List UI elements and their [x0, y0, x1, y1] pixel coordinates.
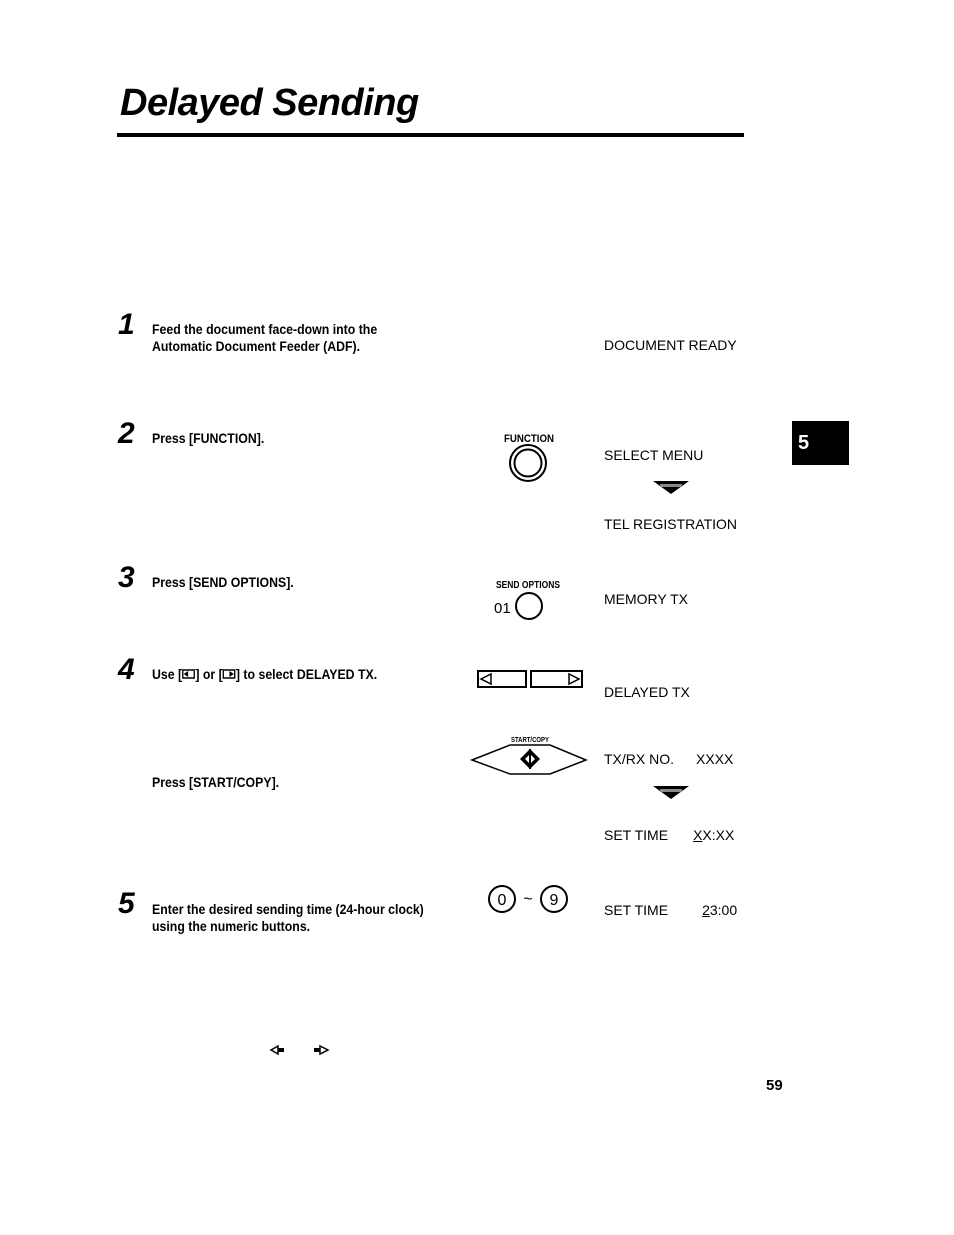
- function-button-icon: [498, 430, 560, 486]
- start-copy-button-icon: [470, 735, 588, 777]
- step-number-4: 4: [118, 653, 135, 686]
- lcd-set-time-entered: [604, 902, 737, 918]
- step-1-instruction: [152, 321, 377, 355]
- numeric-button-start: 0: [497, 892, 507, 909]
- start-copy-button[interactable]: [470, 735, 588, 777]
- step-4-instruction: [152, 666, 377, 683]
- left-arrow-button[interactable]: [477, 669, 527, 689]
- title-rule: [117, 133, 744, 137]
- step-4-text-after: ] to select DELAYED TX.: [235, 666, 378, 682]
- lcd-set-time-cursor-2: 2: [702, 902, 710, 918]
- lcd-set-time-label: SET TIME: [604, 827, 669, 843]
- page-number: 59: [766, 1077, 783, 1094]
- numeric-button-end: 9: [549, 892, 559, 909]
- lcd-txrx-label: TX/RX NO.: [604, 751, 675, 767]
- left-arrow-button-icon: [477, 669, 527, 689]
- lcd-memory-tx: MEMORY TX: [604, 591, 689, 607]
- function-button[interactable]: [498, 430, 560, 486]
- function-button-label: FUNCTION: [504, 433, 555, 445]
- step-1-line-1: Feed the document face-down into the: [152, 321, 378, 337]
- lcd-set-time-cursor: X: [693, 827, 703, 843]
- start-copy-button-label: START/COPY: [511, 737, 550, 744]
- right-arrow-button-icon: [530, 669, 583, 689]
- right-arrow-button[interactable]: [530, 669, 583, 689]
- numeric-buttons-icon: [486, 882, 572, 916]
- left-arrow-icon: [182, 669, 195, 679]
- step-number-1: 1: [118, 308, 135, 341]
- lcd-set-time-placeholder: [604, 827, 734, 843]
- lcd-txrx-number: [604, 751, 733, 767]
- step-2-instruction: [152, 430, 264, 447]
- step-2-line-1: Press [FUNCTION].: [152, 430, 265, 446]
- right-arrow-icon: [223, 669, 236, 679]
- step-number-2: 2: [118, 417, 135, 450]
- step-number-5: 5: [118, 887, 135, 920]
- step-4-text-middle: ] or [: [195, 666, 223, 682]
- send-options-button[interactable]: [492, 576, 564, 626]
- lcd-set-time-label-2: SET TIME: [604, 902, 669, 918]
- lcd-select-menu: SELECT MENU: [604, 447, 704, 463]
- start-copy-line-1: Press [START/COPY].: [152, 774, 280, 790]
- step-5-line-1: Enter the desired sending time (24-hour clock): [152, 901, 424, 917]
- scroll-arrow-icon: [652, 479, 690, 495]
- lcd-delayed-tx: DELAYED TX: [604, 684, 690, 700]
- step-3-instruction: [152, 574, 294, 591]
- step-3-line-1: Press [SEND OPTIONS].: [152, 574, 294, 590]
- send-options-button-icon: [492, 576, 564, 626]
- send-options-button-label: SEND OPTIONS: [496, 580, 561, 591]
- scroll-arrow-icon: [652, 784, 690, 800]
- lcd-tel-registration: TEL REGISTRATION: [604, 516, 738, 532]
- chapter-tab: [792, 421, 849, 465]
- step-number-3: 3: [118, 561, 135, 594]
- numeric-range-sep: ~: [523, 891, 533, 908]
- lcd-document-ready: DOCUMENT READY: [604, 337, 737, 353]
- step-1-line-2: Automatic Document Feeder (ADF).: [152, 338, 361, 354]
- numeric-buttons[interactable]: [486, 882, 572, 916]
- step-4-text-before: Use [: [152, 666, 183, 682]
- left-arrow-icon: [270, 1042, 286, 1052]
- step-5-line-2: using the numeric buttons.: [152, 918, 311, 934]
- page-title: Delayed Sending: [120, 82, 419, 124]
- right-arrow-icon: [313, 1042, 329, 1052]
- lcd-set-time-value-2: 3:00: [709, 902, 738, 918]
- lcd-set-time-value: X:XX: [702, 827, 735, 843]
- lcd-txrx-value: XXXX: [696, 751, 734, 767]
- send-options-button-number: 01: [494, 600, 511, 617]
- chapter-tab-number: 5: [798, 432, 810, 454]
- step-5-instruction: [152, 901, 424, 935]
- start-copy-instruction: [152, 774, 279, 791]
